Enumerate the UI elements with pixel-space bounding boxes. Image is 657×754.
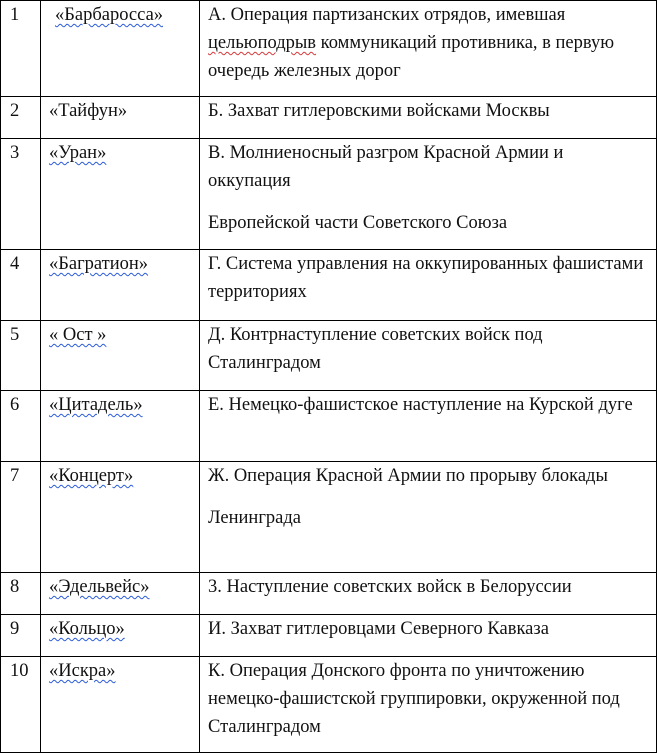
description-cell xyxy=(200,657,657,753)
description-text: В. Молниеносный разгром Красной Армии и оккупация xyxy=(208,143,564,191)
description-cell xyxy=(200,573,657,615)
description-text: Е. Немецко-фашистское наступление на Курской дуге xyxy=(208,395,633,415)
description-text: К. Операция Донского фронта по уничтожению немецко-фашистской группировки, окруженной под Сталинградом xyxy=(208,661,620,737)
description-cell xyxy=(200,615,657,657)
operation-name-cell xyxy=(41,321,200,391)
operation-name-cell xyxy=(41,250,200,321)
operation-name-cell xyxy=(41,97,200,139)
operation-name-cell xyxy=(41,1,200,97)
row-number: 4 xyxy=(1,250,41,321)
table-row xyxy=(1,391,657,462)
table-row xyxy=(1,321,657,391)
operation-name: «Барбаросса» xyxy=(55,5,164,25)
operation-name: «Кольцо» xyxy=(49,619,125,639)
operation-name: «Концерт» xyxy=(49,466,134,486)
table-row xyxy=(1,462,657,573)
operation-name-cell xyxy=(41,615,200,657)
operation-name: «Багратион» xyxy=(49,254,149,274)
operation-name-cell xyxy=(41,139,200,250)
description-text: 3. Наступление советских войск в Белоруссии xyxy=(208,577,572,597)
description-cell xyxy=(200,391,657,462)
description-cell xyxy=(200,250,657,321)
description-text: Г. Система управления на оккупированных фашистами территориях xyxy=(208,254,644,302)
table-row xyxy=(1,97,657,139)
description-text: Ж. Операция Красной Армии по прорыву блокады xyxy=(208,466,608,486)
operation-name-cell xyxy=(41,391,200,462)
operation-name-cell xyxy=(41,462,200,573)
operation-name-cell xyxy=(41,573,200,615)
table-row xyxy=(1,139,657,250)
description-text: И. Захват гитлеровцами Северного Кавказа xyxy=(208,619,549,639)
table-row xyxy=(1,573,657,615)
description-cell xyxy=(200,1,657,97)
table-row xyxy=(1,250,657,321)
description-text: Д. Контрнаступление советских войск под Сталинградом xyxy=(208,325,543,373)
operation-name: « Ост » xyxy=(49,325,107,345)
operation-name: «Тайфун» xyxy=(49,101,128,121)
operation-name-cell xyxy=(41,657,200,753)
row-number: 9 xyxy=(1,615,41,657)
description-cell xyxy=(200,97,657,139)
row-number: 1 xyxy=(1,1,41,97)
row-number: 6 xyxy=(1,391,41,462)
description-cell xyxy=(200,321,657,391)
row-number: 5 xyxy=(1,321,41,391)
table-row xyxy=(1,657,657,753)
operation-name: «Цитадель» xyxy=(49,395,143,415)
misspelled-word: цельюподрыв xyxy=(208,33,317,53)
table-row xyxy=(1,615,657,657)
table-row xyxy=(1,1,657,97)
description-text-cont: коммуникаций противника, в первую очередь железных дорог xyxy=(208,33,615,81)
description-text-second-paragraph: Ленинграда xyxy=(208,508,302,528)
row-number: 2 xyxy=(1,97,41,139)
description-cell xyxy=(200,462,657,573)
operation-name: «Искра» xyxy=(49,661,116,681)
description-cell xyxy=(200,139,657,250)
description-text: Б. Захват гитлеровскими войсками Москвы xyxy=(208,101,550,121)
row-number: 8 xyxy=(1,573,41,615)
operation-name: «Эдельвейс» xyxy=(49,577,150,597)
description-text: А. Операция партизанских отрядов, имевшая xyxy=(208,5,566,25)
row-number: 10 xyxy=(1,657,41,753)
row-number: 7 xyxy=(1,462,41,573)
description-text-second-paragraph: Европейской части Советского Союза xyxy=(208,213,508,233)
operation-name: «Уран» xyxy=(49,143,107,163)
row-number: 3 xyxy=(1,139,41,250)
